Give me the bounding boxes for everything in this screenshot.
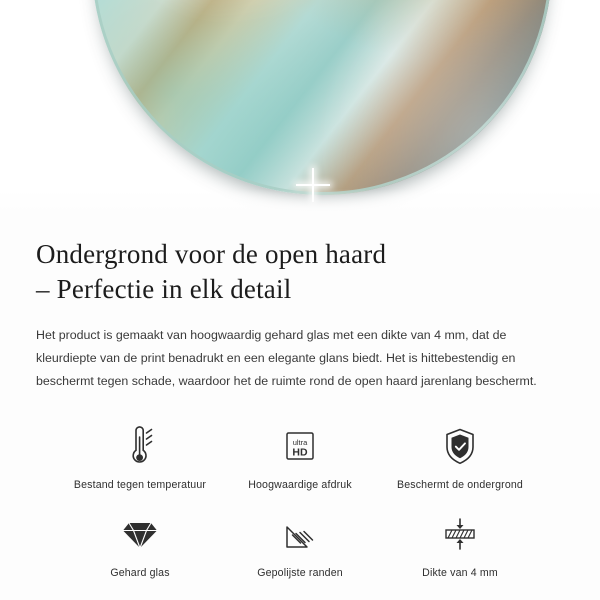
page-title	[36, 237, 564, 306]
glass-plate-edge	[92, 0, 552, 195]
feature-item	[220, 511, 380, 579]
ultra-hd-icon	[278, 423, 322, 469]
glass-plate-image	[92, 0, 552, 195]
svg-text:ultra: ultra	[292, 437, 308, 447]
thickness-arrows-icon	[438, 511, 482, 557]
feature-grid	[36, 423, 564, 579]
feature-item	[60, 423, 220, 491]
body-paragraph: Het product is gemaakt van hoogwaardig gehard glas met een dikte van 4 mm, dat de kleurdiepte van de print benadrukt en een elegante glans biedt. Het is hittebestendig en beschermt tegen schade, waardoor het de ruimte rond de open haard jarenlang beschermt.	[36, 328, 537, 388]
feature-item	[380, 511, 540, 579]
headline-line-1: Ondergrond voor de open haard	[36, 239, 387, 269]
hero-fade-overlay	[0, 189, 600, 215]
feature-label: Beschermt de ondergrond	[397, 478, 523, 491]
feature-label: Gepolijste randen	[257, 566, 343, 579]
thermometer-icon	[120, 423, 160, 469]
feature-label: Dikte van 4 mm	[422, 566, 498, 579]
feature-label: Bestand tegen temperatuur	[73, 478, 207, 491]
polished-edges-icon	[279, 511, 321, 557]
feature-item	[380, 423, 540, 491]
feature-label: Gehard glas	[110, 566, 170, 579]
shield-check-icon	[440, 423, 480, 469]
feature-item	[220, 423, 380, 491]
feature-item	[60, 511, 220, 579]
svg-text:HD: HD	[292, 446, 308, 459]
content-block	[0, 215, 600, 579]
headline-line-2: – Perfectie in elk detail	[36, 273, 292, 304]
diamond-icon	[118, 511, 162, 557]
feature-label: Hoogwaardige afdruk	[248, 478, 352, 491]
hero-image	[0, 0, 600, 215]
